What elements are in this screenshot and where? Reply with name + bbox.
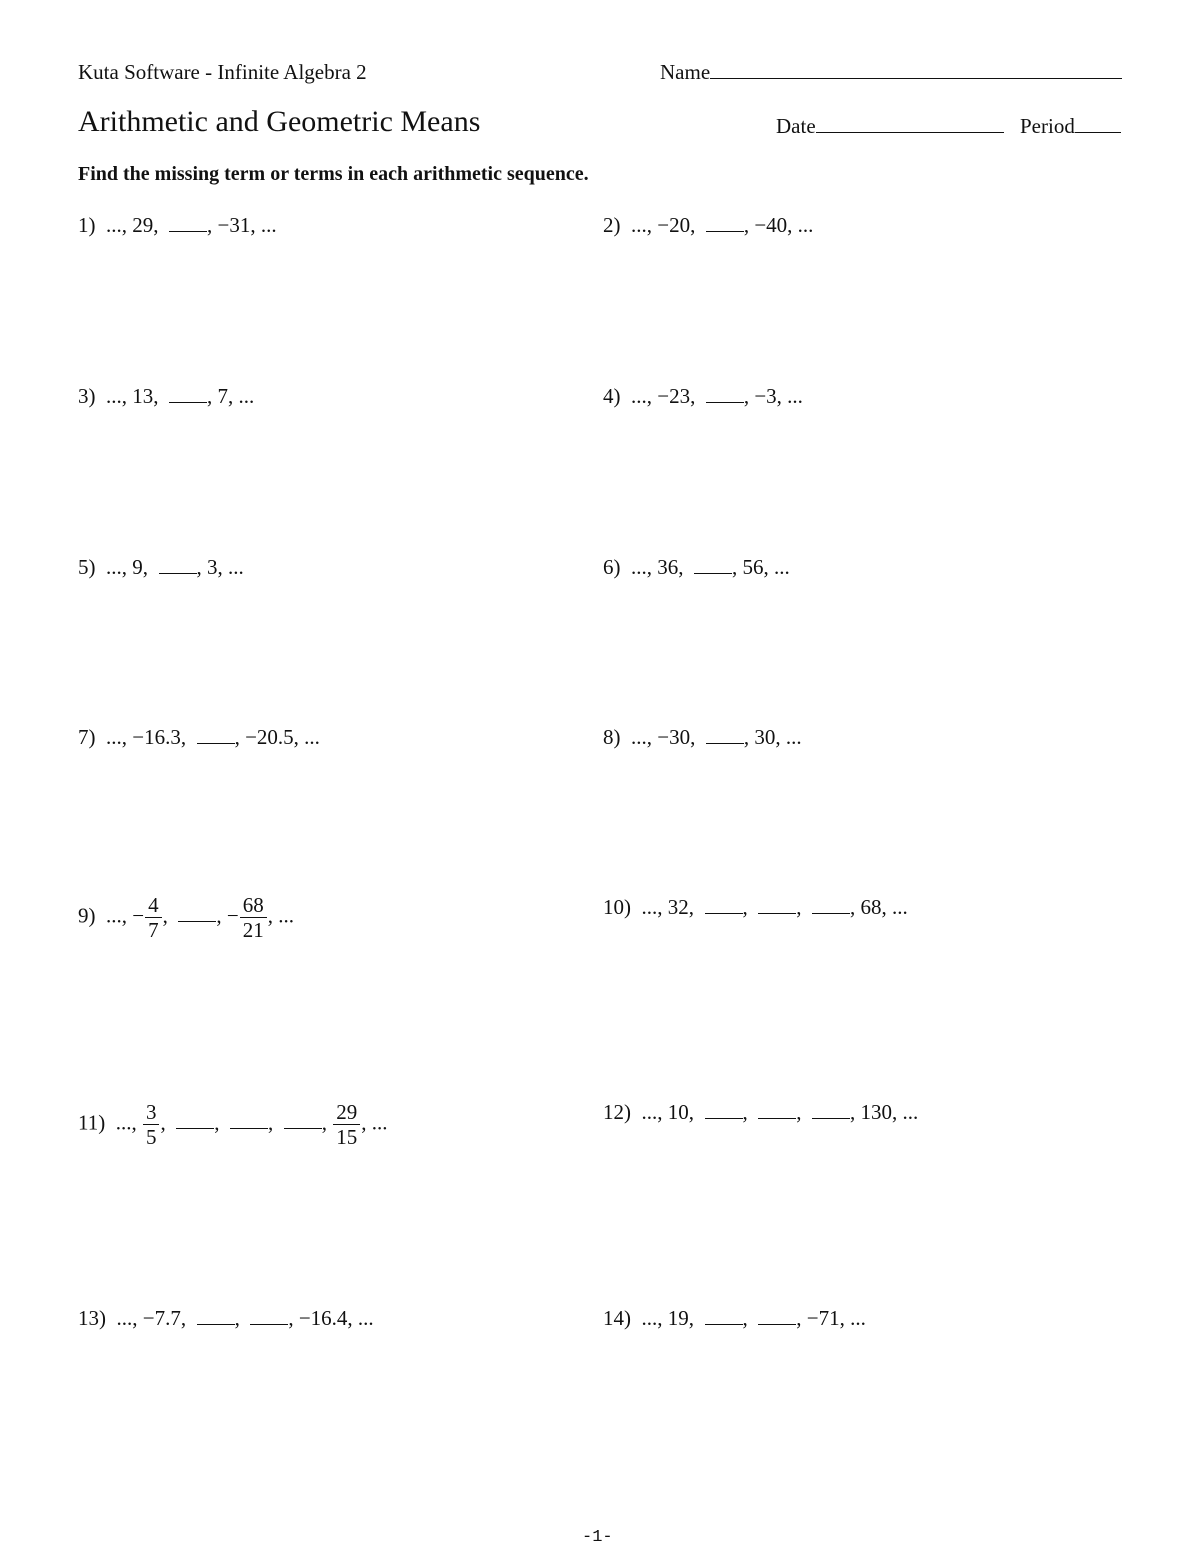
problem-terms: ..., 32,: [641, 895, 694, 919]
problem-number: 3): [78, 384, 96, 408]
problem-terms: ,: [162, 903, 168, 928]
answer-blank[interactable]: [230, 1110, 268, 1129]
problem-terms: , 3, ...: [196, 555, 244, 579]
page-number: -1-: [582, 1528, 613, 1547]
answer-blank[interactable]: [812, 1100, 850, 1119]
problem-number: 5): [78, 555, 96, 579]
fraction-denominator: 5: [143, 1124, 160, 1149]
problem-terms: ..., 19,: [641, 1306, 694, 1330]
problem-number: 1): [78, 213, 96, 237]
problem-7: [78, 725, 320, 750]
fraction: [333, 1100, 360, 1149]
problem-number: 7): [78, 725, 96, 749]
answer-blank[interactable]: [197, 725, 235, 744]
problem-10: 10) ..., 32, , , , 68, ...: [603, 895, 908, 919]
problem-terms: ..., 29,: [106, 213, 159, 237]
problem-12: 12) ..., 10, , , , 130, ...: [603, 1100, 919, 1124]
page-title: Arithmetic and Geometric Means: [78, 105, 481, 138]
problem-terms: , −71, ...: [796, 1306, 866, 1330]
problem-number: 12): [603, 1100, 631, 1124]
problem-9: [78, 893, 294, 942]
fraction-numerator: 3: [145, 1100, 157, 1124]
problem-terms: ..., −30,: [631, 725, 696, 749]
problem-terms: ..., −23,: [631, 384, 696, 408]
problem-terms: ..., 13,: [106, 384, 159, 408]
answer-blank[interactable]: [284, 1110, 322, 1129]
problem-number: 14): [603, 1306, 631, 1330]
problem-terms: , 30, ...: [743, 725, 802, 749]
fraction-numerator: 4: [148, 893, 159, 917]
problem-terms: , −20.5, ...: [234, 725, 320, 749]
problem-terms: ..., 9,: [106, 555, 148, 579]
answer-blank[interactable]: [758, 895, 796, 914]
publisher-label: Kuta Software - Infinite Algebra 2: [78, 60, 367, 84]
period-line: [1075, 132, 1121, 133]
problem-2: [603, 213, 813, 238]
problem-6: [603, 555, 790, 580]
answer-blank[interactable]: [694, 555, 732, 574]
fraction: [143, 1100, 160, 1149]
answer-blank[interactable]: [197, 1306, 235, 1325]
period-field[interactable]: [1020, 114, 1121, 139]
problem-terms: , 7, ...: [207, 384, 255, 408]
date-line: [816, 132, 1004, 133]
problem-terms: ..., −16.3,: [106, 725, 187, 749]
problem-terms: , ...: [361, 1110, 388, 1135]
problem-number: 10): [603, 895, 631, 919]
problem-terms: , ...: [267, 903, 294, 928]
problem-terms: ..., −7.7,: [116, 1306, 187, 1330]
answer-blank[interactable]: [812, 895, 850, 914]
problem-terms: ...,: [115, 1110, 137, 1135]
problem-terms: , −40, ...: [743, 213, 814, 237]
problem-terms: ..., −20,: [631, 213, 696, 237]
fraction-numerator: 29: [336, 1100, 358, 1124]
problem-number: 8): [603, 725, 621, 749]
name-label: Name: [660, 60, 711, 84]
problem-terms: , −3, ...: [743, 384, 803, 408]
problem-5: [78, 555, 244, 580]
problem-14: 14) ..., 19, , , −71, ...: [603, 1306, 866, 1330]
problem-terms: , 68, ...: [850, 895, 908, 919]
fraction-denominator: 7: [145, 917, 162, 942]
problem-13: 13) ..., −7.7, , , −16.4, ...: [78, 1306, 374, 1330]
problem-3: [78, 384, 254, 409]
fraction-denominator: 15: [333, 1124, 360, 1149]
fraction: [240, 893, 267, 942]
answer-blank[interactable]: [169, 384, 207, 403]
problem-terms: , 56, ...: [732, 555, 790, 579]
problem-4: [603, 384, 803, 409]
answer-blank[interactable]: [705, 1100, 743, 1119]
answer-blank[interactable]: [706, 213, 744, 232]
name-field[interactable]: [660, 60, 1122, 85]
problem-terms: , −16.4, ...: [288, 1306, 374, 1330]
answer-blank[interactable]: [758, 1100, 796, 1119]
problem-number: 13): [78, 1306, 106, 1330]
period-label: Period: [1020, 114, 1075, 138]
problem-number: 4): [603, 384, 621, 408]
problem-terms: ..., −: [106, 903, 145, 928]
problem-number: 11): [78, 1110, 106, 1135]
answer-blank[interactable]: [705, 1306, 743, 1325]
problem-number: 2): [603, 213, 621, 237]
fraction: [145, 893, 162, 942]
problem-1: [78, 213, 277, 238]
problem-terms: , −31, ...: [207, 213, 277, 237]
fraction-numerator: 68: [242, 893, 264, 917]
answer-blank[interactable]: [758, 1306, 796, 1325]
problem-terms: ..., 10,: [641, 1100, 694, 1124]
date-field[interactable]: [776, 114, 1004, 139]
answer-blank[interactable]: [169, 213, 207, 232]
answer-blank[interactable]: [176, 1110, 214, 1129]
answer-blank[interactable]: [250, 1306, 288, 1325]
problem-terms: ..., 36,: [631, 555, 684, 579]
problem-8: [603, 725, 802, 750]
name-line: [710, 78, 1122, 79]
answer-blank[interactable]: [705, 895, 743, 914]
problem-terms: , −: [216, 903, 239, 928]
problem-11: 11) ..., $\frac{3}{5}$ , , , , $\frac{29}{15}$ , ...: [78, 1100, 388, 1149]
problem-terms: , 130, ...: [850, 1100, 919, 1124]
problem-number: 9): [78, 903, 96, 928]
answer-blank[interactable]: [178, 903, 216, 922]
date-label: Date: [776, 114, 816, 138]
instructions: Find the missing term or terms in each arithmetic sequence.: [78, 163, 589, 185]
answer-blank[interactable]: [159, 555, 197, 574]
answer-blank[interactable]: [706, 725, 744, 744]
problem-number: 6): [603, 555, 621, 579]
fraction-denominator: 21: [240, 917, 267, 942]
answer-blank[interactable]: [706, 384, 744, 403]
